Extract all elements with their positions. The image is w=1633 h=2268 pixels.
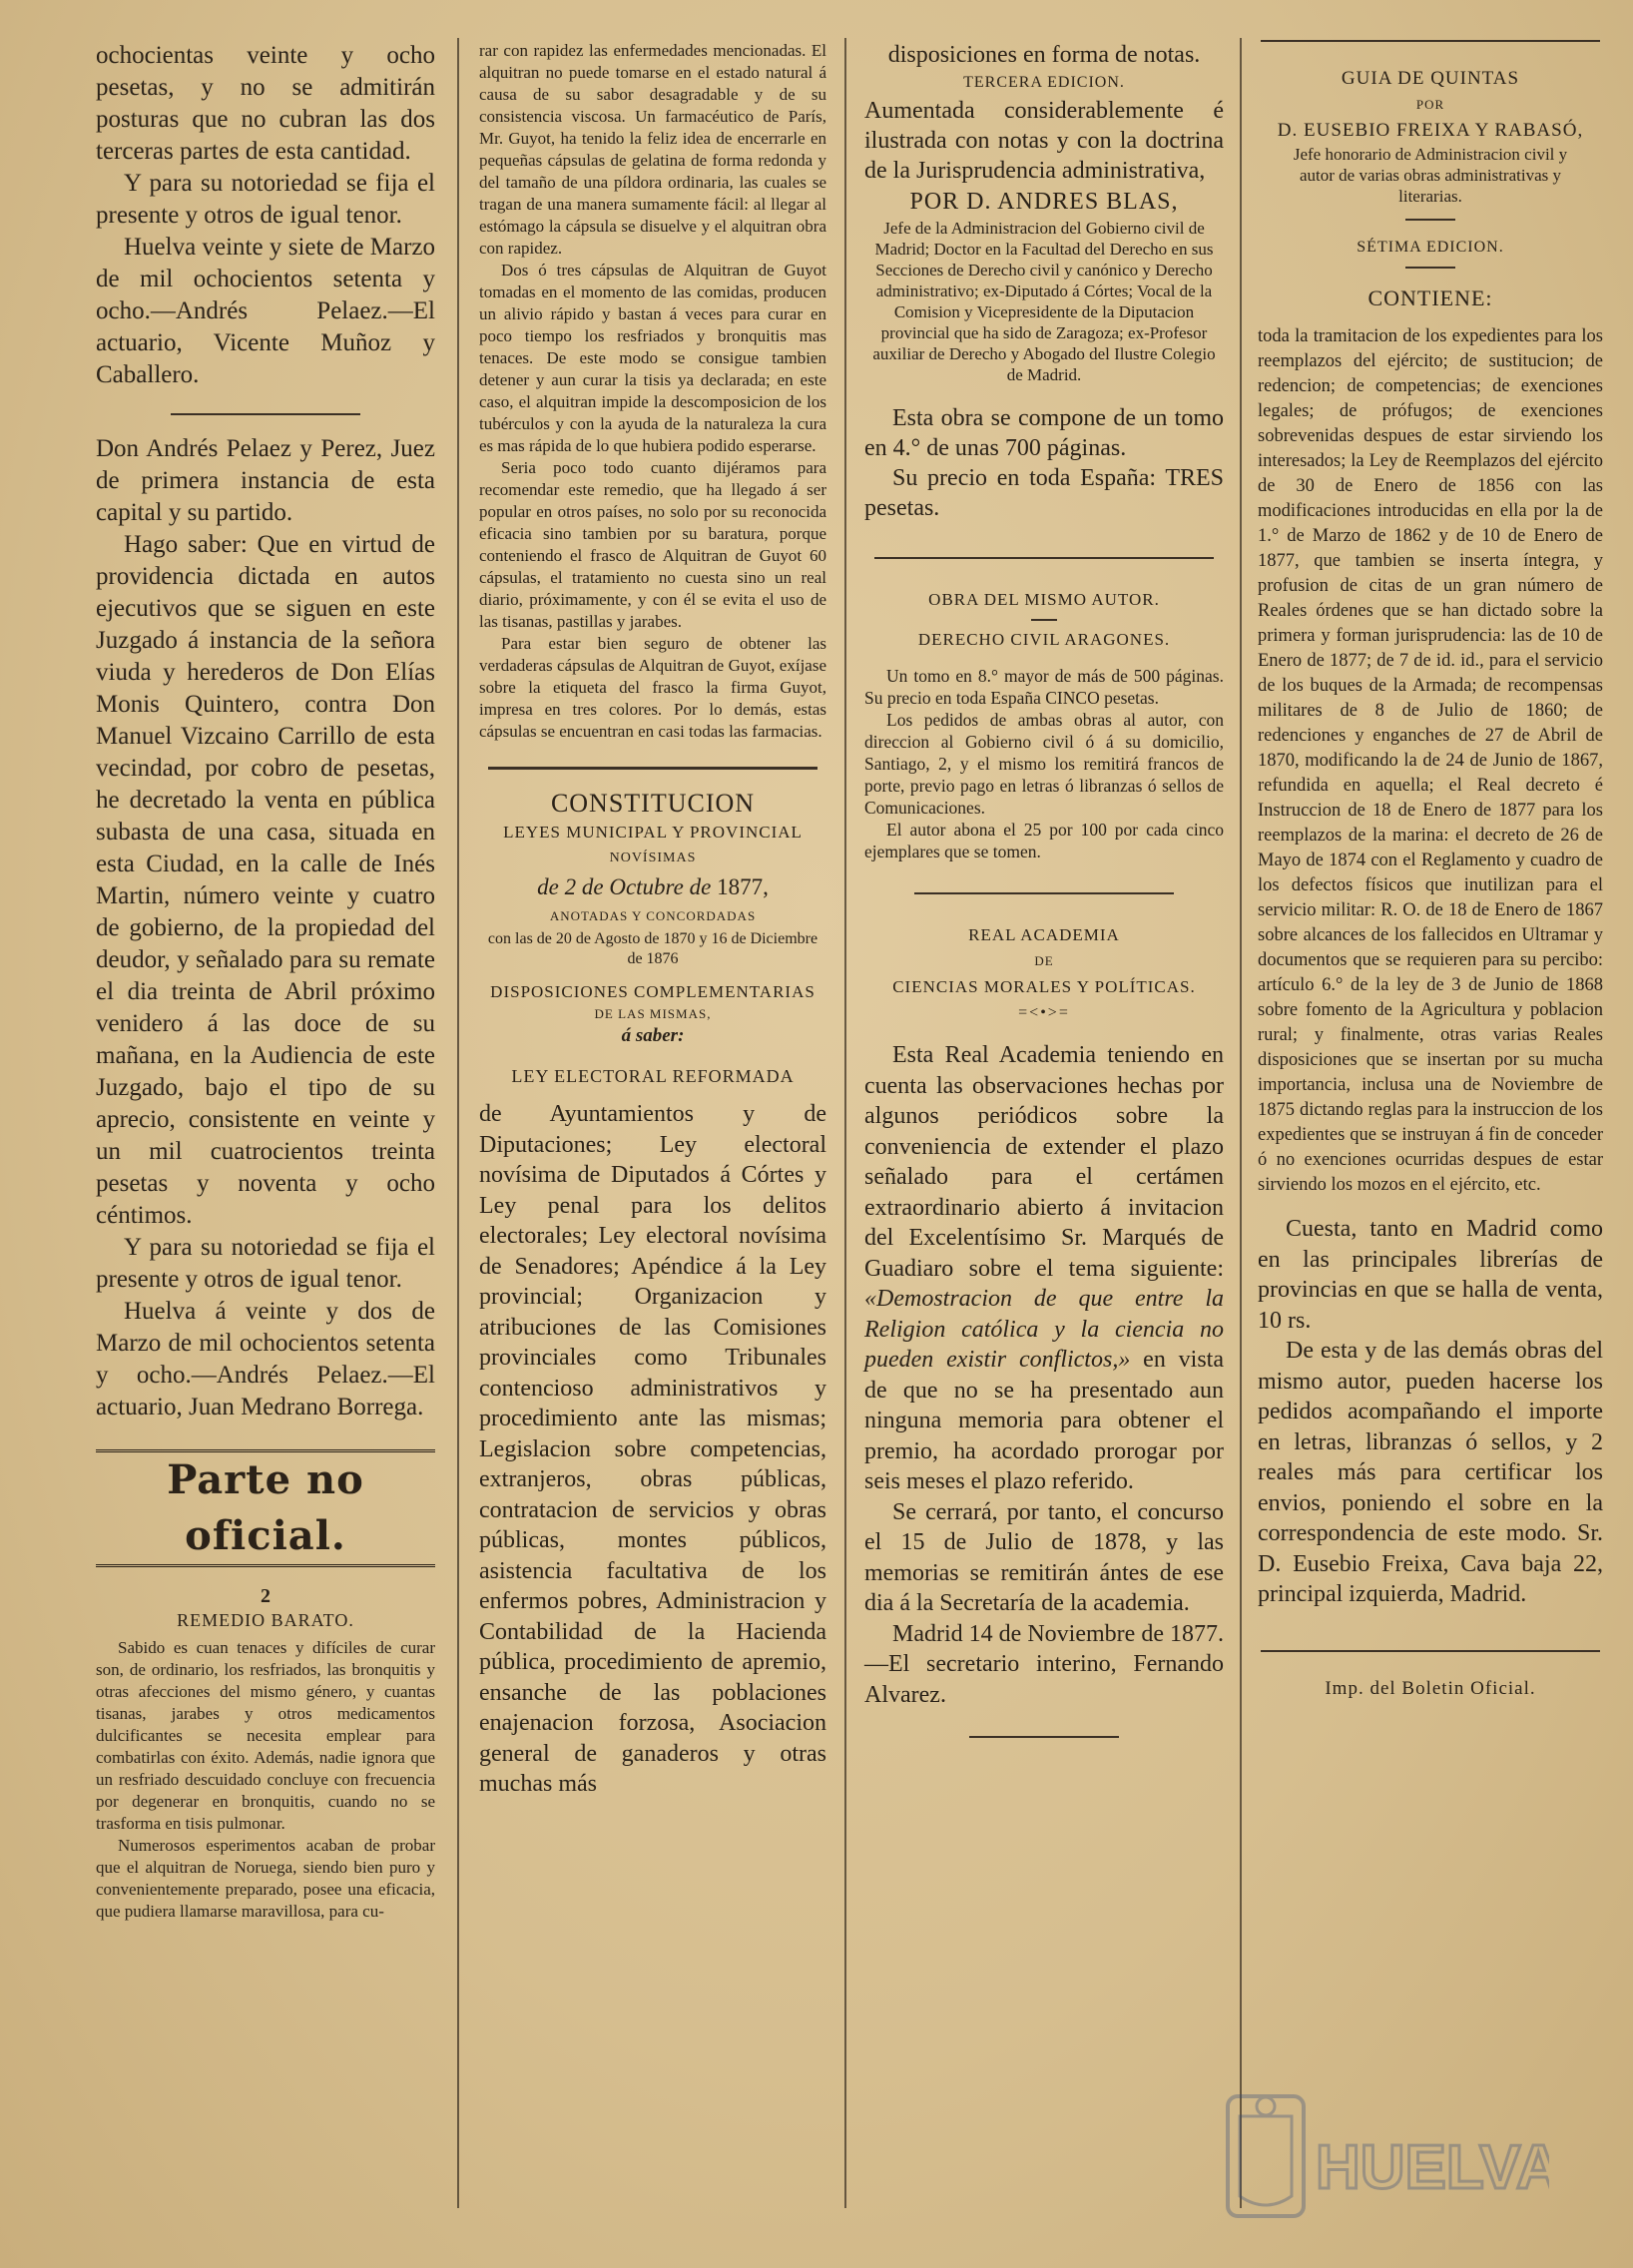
ad-date-year: 1877, xyxy=(717,874,769,899)
article-number: 2 xyxy=(261,1585,271,1607)
guide-author: D. EUSEBIO FREIXA Y RABASÓ, xyxy=(1277,120,1584,141)
article-paragraph: Sabido es cuan tenaces y difíciles de curar son, de ordinario, los resfriados, las bronquitis y otras afecciones del mismo género, y cuantas tisanas, jarabes y otros medicamentos dulcificantes se necesita emplear para combatirlas con éxito. Además, nadie ignora que un resfriado descuidado concluye con frecuencia por degenerar en bronquitis, cuando no se trasforma en tisis pulmonar. xyxy=(96,1638,435,1833)
academy-heading: DE xyxy=(1034,953,1054,968)
ad-body: de Ayuntamientos y de Diputaciones; Ley electoral novísima de Diputados á Córtes y Ley penal para los delitos electorales; Ley electoral novísima de Senadores; Apéndice á la Ley provincial; Organizacion y atribuciones de las Comisiones provinciales como Tribunales contencioso administrativos y procedimiento ante las mismas; Legislacion sobre competencias, extranjeros, obras públicas, contratacion de servicios y obras públicas, montes públicos, asistencia facultativa de los enfermos pobres, Administracion y Contabilidad de la Hacienda pública, procedimiento de apremio, ensanche de las poblaciones enajenacion forzosa, Asociacion general de ganaderos y otras muchas más xyxy=(479,1101,826,1797)
column-1 xyxy=(96,40,435,1923)
guide-orders: De esta y de las demás obras del mismo autor, pueden hacerse los pedidos acompañando el importe en letras, libranzas ó sellos, y 2 reales más para certificar los envios, poniendo el sobre en la correspondencia de este modo. Sr. D. Eusebio Freixa, Cava baja 22, principal izquierda, Madrid. xyxy=(1258,1338,1603,1607)
edict-1-signature: Huelva veinte y siete de Marzo de mil ochocientos setenta y ocho.—Andrés Pelaez.—El actuario, Vicente Muñoz y Caballero. xyxy=(96,234,435,388)
ad-subtitle: LEYES MUNICIPAL Y PROVINCIAL xyxy=(503,823,803,842)
column-4 xyxy=(1258,40,1603,1700)
academy-text: Esta Real Academia teniendo en cuenta las observaciones hechas por algunos periódicos sobre la conveniencia de extender el plazo señalado para el certámen extraordinario abierto á invitacion del Excelentísimo Sr. Marqués de Guadiaro sobre el tema siguiente: xyxy=(864,1042,1224,1282)
edict-1-notice: Y para su notoriedad se fija el presente y otros de igual tenor. xyxy=(96,170,435,229)
ad-author-description: Jefe de la Administracion del Gobierno civil de Madrid; Doctor en la Facultad del Derecho en sus Secciones de Derecho civil y canónico y Derecho administrativo; ex-Diputado á Córtes; Vocal de la Comision y Vicepresidente de la Diputacion provincial que ha sido de Zaragoza; ex-Profesor auxiliar de Derecho y Abogado del Ilustre Colegio de Madrid. xyxy=(872,219,1216,384)
ad-subtitle: NOVÍSIMAS xyxy=(609,850,697,865)
ad-paragraph: Aumentada considerablemente é ilustrada con notas y con la doctrina de la Jurisprudencia administrativa, xyxy=(864,98,1224,184)
ad-author: POR D. ANDRES BLAS, xyxy=(909,189,1179,215)
ad-paragraph: El autor abona el 25 por 100 por cada cinco ejemplares que se tomen. xyxy=(864,820,1224,861)
edict-2-notice: Y para su notoriedad se fija el presente y otros de igual tenor. xyxy=(96,1234,435,1293)
ad-edition: TERCERA EDICION. xyxy=(963,74,1125,91)
separator xyxy=(1261,40,1600,42)
ad-title: CONSTITUCION xyxy=(550,789,756,818)
ornament: =<•>= xyxy=(1018,1004,1070,1021)
article-paragraph: Numerosos esperimentos acaban de probar que el alquitran de Noruega, siendo bien puro y convenientemente preparado, posee una eficacia, que pudiera llamarse maravillosa, para cu- xyxy=(96,1836,435,1921)
separator xyxy=(1031,619,1057,621)
column-rule xyxy=(844,38,846,2208)
academy-signature: Madrid 14 de Noviembre de 1877.—El secretario interino, Fernando Alvarez. xyxy=(864,1620,1224,1708)
article-paragraph: Dos ó tres cápsulas de Alquitran de Guyot tomadas en el momento de las comidas, producen un alivio rápido y bastan á veces para curar en poco tiempo los resfriados y bronquitis mas tenaces. De este modo se consigue tambien detener y aun curar la tisis ya declarada; en este caso, el alquitran impide la descomposicion de los tubérculos y con la ayuda de la naturaleza la cura es mas rápida de lo que hubiera podido esperarse. xyxy=(479,261,826,455)
ad-heading: OBRA DEL MISMO AUTOR. xyxy=(928,590,1160,609)
ad-subtitle: á saber: xyxy=(621,1025,685,1046)
academy-paragraph: Se cerrará, por tanto, el concurso el 15 de Julio de 1878, y las memorias se remitirán ántes de ese dia á la Secretaría de la academia. xyxy=(864,1498,1224,1616)
academy-text: en vista de que no se ha presentado aun ninguna memoria para obtener el premio, ha acordado prorogar por seis meses el plazo referido. xyxy=(864,1347,1225,1494)
column-rule xyxy=(457,38,459,2208)
guide-contents: toda la tramitacion de los expedientes para los reemplazos del ejército; de sustitucion; de redencion; de competencias; de exenciones legales; de prófugos; de exenciones sobrevenidas despues de estar sirviendo los interesados; la Ley de Reemplazos del ejército de 30 de Enero de 1856 con las modificaciones introducidas en ella por la de 1.° de Marzo de 1862 y de 10 de Enero de 1877, que tambien se inserta íntegra, y profusion de citas de un gran número de Reales órdenes que se han dictado sobre la primera y forman jurisprudencia: las de 10 de Enero de 1877; de 7 de id. id., para el servicio de los buques de la Armada; de recompensas militares de 8 de Julio de 1860; de redenciones y enganches de 27 de Abril de 1870, modificando la de 24 de Junio de 1867, refundida en aquella; el Real decreto é Instruccion de 18 de Enero de 1877 para los reemplazos de la marina: el decreto de 26 de Mayo de 1874 con el Reglamento y cuadro de los defectos físicos que inutilizan para el servicio militar: R. O. de 18 de Enero de 1867 sobre alcances de los fallecidos en Ultramar y documentos que se requieren para su percibo: artículo 6.° de la ley de 3 de Junio de 1868 sobre fomento de la Agricultura y poblacion rural; y finalmente, otras varias Reales disposiciones que se insertan por su mucha importancia, inclusa una de Noviembre de 1875 dictando reglas para la instruccion de los expedientes que se instruyan á fin de conceder ó no exenciones ocurridas despues de estar sirviendo los mozos en el ejército, etc. xyxy=(1258,326,1603,1195)
ad-subtitle: ANOTADAS Y CONCORDADAS xyxy=(549,908,757,923)
separator xyxy=(1405,267,1455,269)
library-stamp xyxy=(1220,2076,1549,2236)
guide-edition: SÉTIMA EDICION. xyxy=(1357,239,1504,256)
ad-date-text: de 2 de Octubre de xyxy=(537,874,712,899)
article-title: REMEDIO BARATO. xyxy=(177,1610,354,1630)
printer-imprint: Imp. del Boletin Oficial. xyxy=(1325,1677,1536,1699)
edict-1-continuation: ochocientas veinte y ocho pesetas, y no se admitirán posturas que no cubran las dos terceras partes de esta cantidad. xyxy=(96,42,435,165)
stamp-emblem-icon xyxy=(1220,2076,1549,2236)
separator xyxy=(874,557,1214,559)
separator xyxy=(488,767,817,770)
ad-paragraph: Los pedidos de ambas obras al autor, con direccion al Gobierno civil ó á su domicilio, Santiago, 2, y el mismo los remitirá francos de porte, previo pago en letras ó libranzas ó sellos de Comunicaciones. xyxy=(864,710,1224,818)
separator xyxy=(1261,1650,1600,1652)
ad-date xyxy=(479,871,826,903)
ad-subtitle: con las de 20 de Agosto de 1870 y 16 de Diciembre de 1876 xyxy=(487,930,818,967)
edict-2-heading: Don Andrés Pelaez y Perez, Juez de primera instancia de esta capital y su partido. xyxy=(96,435,435,526)
academy-theme: «Demostracion de que entre la Religion católica y la ciencia no pueden existir conflictos,» xyxy=(864,1286,1224,1373)
ad-heading: DERECHO CIVIL ARAGONES. xyxy=(917,630,1171,649)
separator xyxy=(914,892,1174,894)
edict-2-signature: Huelva á veinte y dos de Marzo de mil ochocientos setenta y ocho.—Andrés Pelaez.—El actuario, Juan Medrano Borrega. xyxy=(96,1298,435,1420)
stamp-text: HUELVA xyxy=(1316,2133,1549,2202)
guide-price: Cuesta, tanto en Madrid como en las principales librerías de provincias en que se halla de venta, 10 rs. xyxy=(1258,1216,1603,1334)
ad-subtitle: DE LAS MISMAS, xyxy=(594,1006,712,1021)
column-2 xyxy=(479,40,826,1800)
ad-paragraph: Esta obra se compone de un tomo en 4.° de unas 700 páginas. xyxy=(864,405,1224,461)
ad-subtitle: LEY ELECTORAL REFORMADA xyxy=(511,1066,795,1086)
academy-heading: REAL ACADEMIA xyxy=(968,925,1120,944)
article-paragraph: Seria poco todo cuanto dijéramos para recomendar este remedio, que ha llegado á ser popular en otros países, no solo por su reconocida eficacia sino tambien por su baratura, porque conteniendo el frasco de Alquitran de Guyot 60 cápsulas, el tratamiento no cuesta sino un real diario, próximamente, y con él se evita el uso de las tisanas, pastillas y jarabes. xyxy=(479,458,826,631)
column-rule xyxy=(1240,38,1242,2208)
separator xyxy=(1405,219,1455,221)
ad-paragraph: Un tomo en 8.° mayor de más de 500 páginas. Su precio en toda España CINCO pesetas. xyxy=(864,666,1224,708)
separator xyxy=(969,1736,1119,1738)
column-3 xyxy=(864,40,1224,1738)
ad-subtitle: DISPOSICIONES COMPLEMENTARIAS xyxy=(490,982,816,1001)
article-paragraph: rar con rapidez las enfermedades mencionadas. El alquitran no puede tomarse en el estado natural á causa de su sabor desagradable y de su consistencia viscosa. Un farmacéutico de París, Mr. Guyot, ha tenido la feliz idea de encerrarle en pequeñas cápsulas de gelatina de forma redonda y del tamaño de una píldora ordinaria, las cuales se tragan de una manera sumamente fácil: al llegar al estómago la cápsula se disuelve y el alquitran obra con rapidez. xyxy=(479,41,826,258)
edict-2-body: Hago saber: Que en virtud de providencia dictada en autos ejecutivos que se siguen en este Juzgado á instancia de la señora viuda y herederos de Don Elías Monis Quintero, contra Don Manuel Vizcaino Carrillo de esta vecindad, por cobro de pesetas, he decretado la venta en pública subasta de una casa, situada en esta Ciudad, en la calle de Inés Martin, número veinte y cuatro de gobierno, de la propiedad del deudor, y señalado para su remate el dia treinta de Abril próximo venidero á las doce de su mañana, en la Audiencia de este Juzgado, bajo el tipo de su aprecio, consistente en veinte y un mil cuatrocientos treinta pesetas y noventa y ocho céntimos. xyxy=(96,531,435,1229)
section-title: Parte no oficial. xyxy=(96,1449,435,1567)
guide-contents-heading: CONTIENE: xyxy=(1367,285,1493,310)
academy-heading: CIENCIAS MORALES Y POLÍTICAS. xyxy=(892,977,1196,996)
ad-price: Su precio en toda España: TRES pesetas. xyxy=(864,465,1224,521)
academy-paragraph xyxy=(864,1040,1224,1497)
guide-author-description: Jefe honorario de Administracion civil y autor de varias obras administrativas y literarias. xyxy=(1293,145,1568,206)
article-paragraph: Para estar bien seguro de obtener las verdaderas cápsulas de Alquitran de Guyot, exíjase sobre la etiqueta del frasco la firma Guyot, impresa en tres colores. Por lo demás, estas cápsulas se encuentran en casi todas las farmacias. xyxy=(479,634,826,741)
ad-continuation: disposiciones en forma de notas. xyxy=(887,42,1201,68)
guide-title: GUIA DE QUINTAS xyxy=(1341,68,1520,89)
guide-by: POR xyxy=(1415,97,1445,112)
separator xyxy=(171,413,360,415)
